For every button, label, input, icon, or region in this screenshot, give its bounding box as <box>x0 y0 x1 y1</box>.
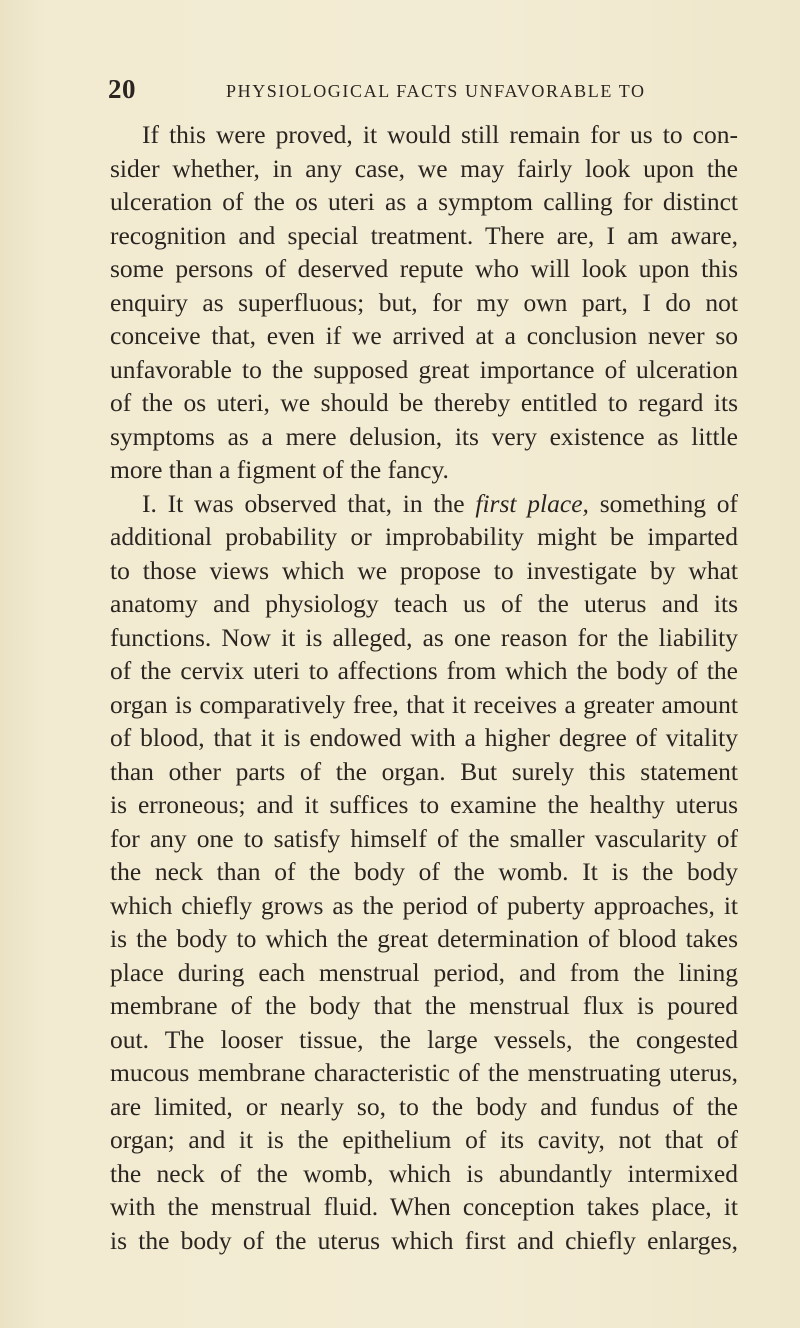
text-segment: something of <box>599 488 739 518</box>
text-line: ulceration of the os uteri as a symptom calling for distinct <box>110 187 738 216</box>
text-line: which chiefly grows as the period of puberty approaches, it <box>110 890 738 920</box>
text-line: sider whether, in any case, we may fairly look upon the <box>110 153 738 183</box>
text-line: the neck of the womb, which is abundantly intermixed <box>110 1158 738 1188</box>
text-line: are limited, or nearly so, to the body and fundus of the <box>110 1091 738 1121</box>
text-line: enquiry as superfluous; but, for my own part, I do not <box>110 287 738 317</box>
text-line: than other parts of the organ. But surely this statement <box>110 756 738 786</box>
text-line: out. The looser tissue, the large vessels, the congested <box>110 1024 738 1054</box>
text-line: place during each menstrual period, and from the lining <box>110 957 738 987</box>
text-line: of blood, that it is endowed with a higher degree of vitality <box>110 723 738 752</box>
body-text <box>110 118 738 1257</box>
text-line: is the body of the uterus which first and chiefly enlarges, <box>110 1225 738 1255</box>
text-line: If this were proved, it would still remain for us to con- <box>142 120 738 149</box>
text-line: membrane of the body that the menstrual flux is poured <box>110 991 738 1020</box>
text-line: unfavorable to the supposed great importance of ulceration <box>110 354 738 384</box>
text-line: recognition and special treatment. There are, I am aware, <box>110 220 738 250</box>
text-line: organ; and it is the epithelium of its cavity, not that of <box>110 1125 738 1154</box>
text-line: organ is comparatively free, that it receives a greater amount <box>110 689 738 719</box>
text-line: for any one to satisfy himself of the smaller vascularity of <box>110 823 738 853</box>
text-line: additional probability or improbability might be imparted <box>110 522 738 551</box>
text-segment: I. It was observed that, in the <box>142 488 465 518</box>
text-line: functions. Now it is alleged, as one reason for the liability <box>110 622 738 652</box>
running-head: PHYSIOLOGICAL FACTS UNFAVORABLE TO <box>226 81 646 101</box>
text-line: mucous membrane characteristic of the menstruating uterus, <box>110 1058 738 1087</box>
text-line: more than a figment of the fancy. <box>110 455 449 484</box>
page-header <box>108 74 748 104</box>
text-line: is the body to which the great determination of blood takes <box>110 924 738 953</box>
text-line: is erroneous; and it suffices to examine the healthy uterus <box>110 790 738 819</box>
text-line: of the os uteri, we should be thereby entitled to regard its <box>110 388 738 417</box>
text-line: some persons of deserved repute who will look upon this <box>110 254 738 283</box>
page-number: 20 <box>108 74 136 104</box>
italic-phrase: first place, <box>475 488 589 518</box>
text-line: anatomy and physiology teach us of the uterus and its <box>110 589 738 618</box>
text-line: of the cervix uteri to affections from which the body of the <box>110 656 738 685</box>
text-line-with-italic <box>110 487 738 521</box>
text-line: with the menstrual fluid. When conception takes place, it <box>110 1192 738 1221</box>
text-line: symptoms as a mere delusion, its very existence as little <box>110 421 738 451</box>
text-line: the neck than of the body of the womb. It is the body <box>110 857 738 886</box>
text-line: conceive that, even if we arrived at a conclusion never so <box>110 321 738 350</box>
text-line: to those views which we propose to investigate by what <box>110 555 738 585</box>
